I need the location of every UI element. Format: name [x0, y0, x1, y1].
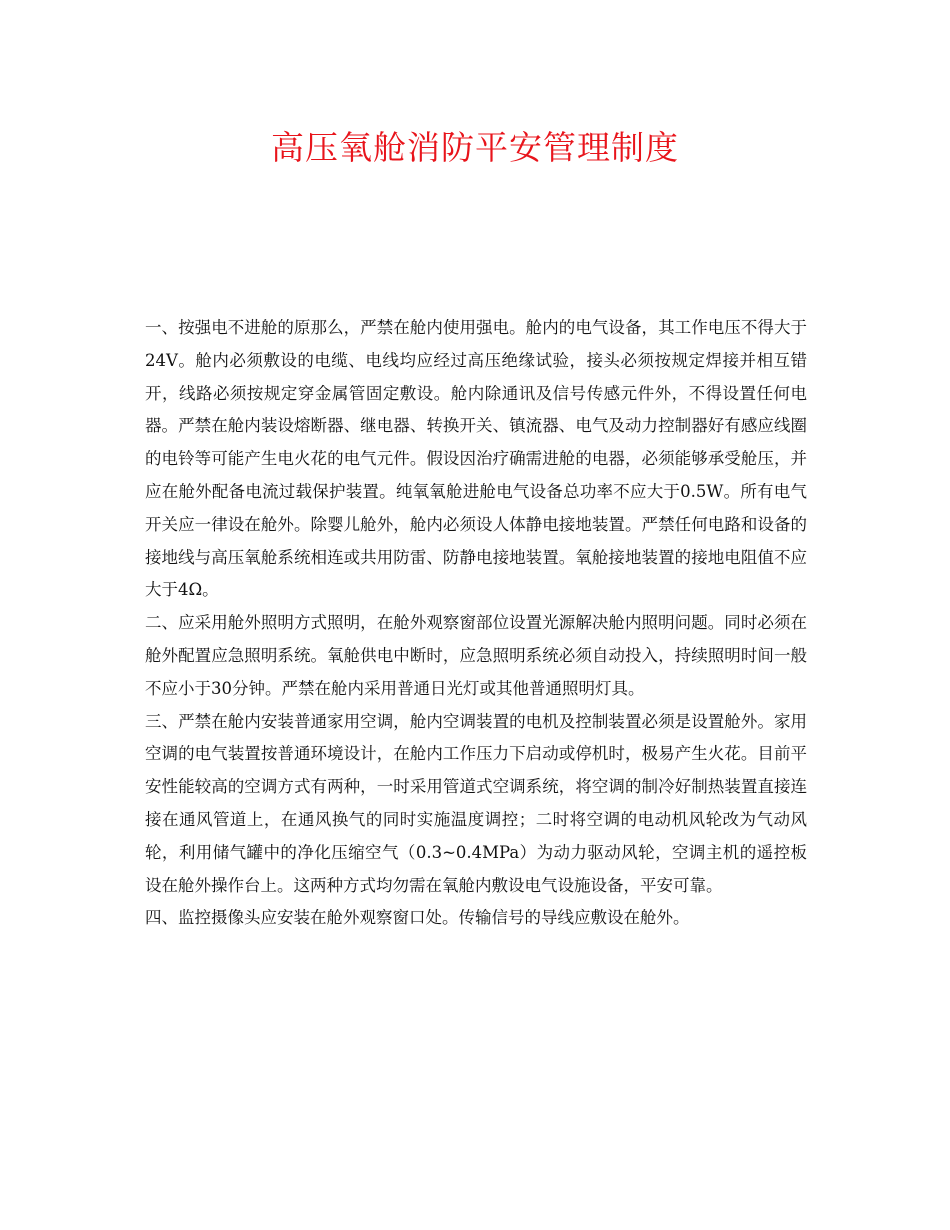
- document-body: [145, 312, 807, 935]
- paragraph-3: 三、严禁在舱内安装普通家用空调，舱内空调装置的电机及控制装置必须是设置舱外。家用空调的电气装置按普通环境设计，在舱内工作压力下启动或停机时，极易产生火花。目前平安性能较高的空调方式有两种，一时采用管道式空调系统，将空调的制冷好制热装置直接连接在通风管道上，在通风换气的同时实施温度调控；二时将空调的电动机风轮改为气动风轮，利用储气罐中的净化压缩空气（0.3~0.4MPa）为动力驱动风轮，空调主机的遥控板设在舱外操作台上。这两种方式均勿需在氧舱内敷设电气设施设备，平安可靠。: [145, 711, 807, 895]
- paragraph-4: 四、监控摄像头应安装在舱外观察窗口处。传输信号的导线应敷设在舱外。: [145, 908, 690, 928]
- document-title: 高压氧舱消防平安管理制度: [271, 128, 679, 167]
- paragraph-1: 一、按强电不进舱的原那么，严禁在舱内使用强电。舱内的电气设备，其工作电压不得大于24V。舱内必须敷设的电缆、电线均应经过高压绝缘试验，接头必须按规定焊接并相互错开，线路必须按规定穿金属管固定敷设。舱内除通讯及信号传感元件外，不得设置任何电器。严禁在舱内装设熔断器、继电器、转换开关、镇流器、电气及动力控制器好有感应线圈的电铃等可能产生电火花的电气元件。假设因治疗确需进舱的电器，必须能够承受舱压，并应在舱外配备电流过载保护装置。纯氧氧舱进舱电气设备总功率不应大于0.5W。所有电气开关应一律设在舱外。除婴儿舱外，舱内必须设人体静电接地装置。严禁任何电路和设备的接地线与高压氧舱系统相连或共用防雷、防静电接地装置。氧舱接地装置的接地电阻值不应大于4Ω。: [145, 318, 807, 600]
- paragraph-2: 二、应采用舱外照明方式照明，在舱外观察窗部位设置光源解决舱内照明问题。同时必须在舱外配置应急照明系统。氧舱供电中断时，应急照明系统必须自动投入，持续照明时间一般不应小于30分钟。严禁在舱内采用普通日光灯或其他普通照明灯具。: [145, 613, 807, 698]
